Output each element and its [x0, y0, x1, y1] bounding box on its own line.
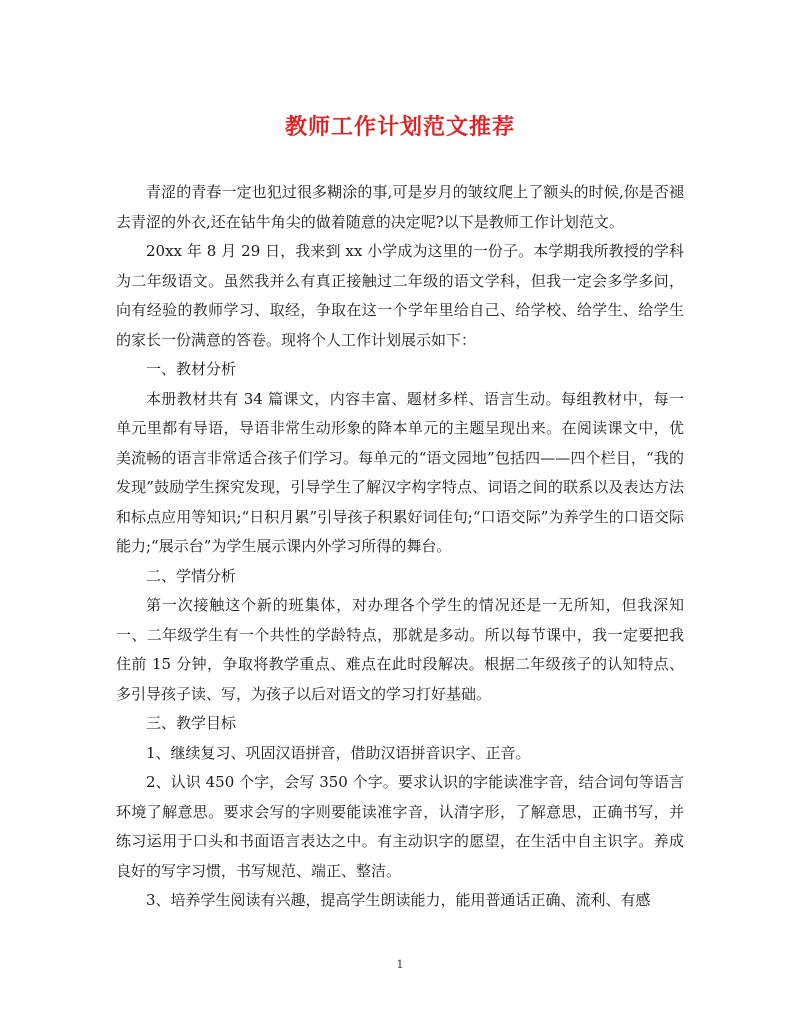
section-heading-goals: 三、教学目标: [146, 714, 237, 732]
paragraph-goal-2: 2、认识 450 个字，会写 350 个字。要求认识的字能读准字音，结合词句等语言环境了解意思。要求会写的字则要能读准字音，认清字形，了解意思，正确书写，并练习运用于口头和书面语言表达之中。有主动识字的愿望，在生活中自主识字。养成良好的写字习惯，书写规范、端正、整洁。: [116, 773, 684, 880]
page-number: 1: [396, 958, 404, 971]
paragraph-students: 第一次接触这个新的班集体，对办理各个学生的情况还是一无所知，但我深知一、二年级学生有一个共性的学龄特点，那就是多动。所以每节课中，我一定要把我住前 15 分钟，争取将教学重点、难点在此时段解决。根据二年级孩子的认知特点、多引导孩子读、写，为孩子以后对语文的学习打好基础。: [116, 596, 684, 703]
section-heading-materials: 一、教材分析: [146, 360, 237, 378]
section-heading-students: 二、学情分析: [146, 566, 237, 585]
document-title: 教师工作计划范文推荐: [284, 114, 515, 140]
paragraph-goal-3: 3、培养学生阅读有兴趣，提高学生朗读能力，能用普通话正确、流利、有感: [146, 891, 651, 909]
paragraph-opening: 20xx 年 8 月 29 日，我来到 xx 小学成为这里的一份子。本学期我所教授的学科为二年级语文。虽然我并么有真正接触过二年级的语文学科，但我一定会多学多问，向有经验的教师学习、取经，争取在这一个学年里给自己、给学校、给学生、给学生的家长一份满意的答卷。现将个人工作计划展示如下：: [116, 242, 684, 349]
paragraph-intro: 青涩的青春一定也犯过很多糊涂的事,可是岁月的皱纹爬上了额头的时候,你是否褪去青涩的外衣,还在钻牛角尖的做着随意的决定呢?以下是教师工作计划范文。: [116, 183, 684, 231]
paragraph-goal-1: 1、继续复习、巩固汉语拼音，借助汉语拼音识字、正音。: [146, 743, 531, 762]
document-body: [116, 178, 684, 916]
paragraph-materials: 本册教材共有 34 篇课文，内容丰富、题材多样、语言生动。每组教材中，每一单元里都有导语，导语非常生动形象的降本单元的主题呈现出来。在阅读课文中，优美流畅的语言非常适合孩子们学习。每单元的“语文园地”包括四——四个栏目，“我的发现”鼓励学生探究发现，引导学生了解汉字构字特点、词语之间的联系以及表达方法和标点应用等知识;“日积月累”引导孩子积累好词佳句;“口语交际”为养学生的口语交际能力;“展示台”为学生展示课内外学习所得的舞台。: [116, 389, 684, 555]
